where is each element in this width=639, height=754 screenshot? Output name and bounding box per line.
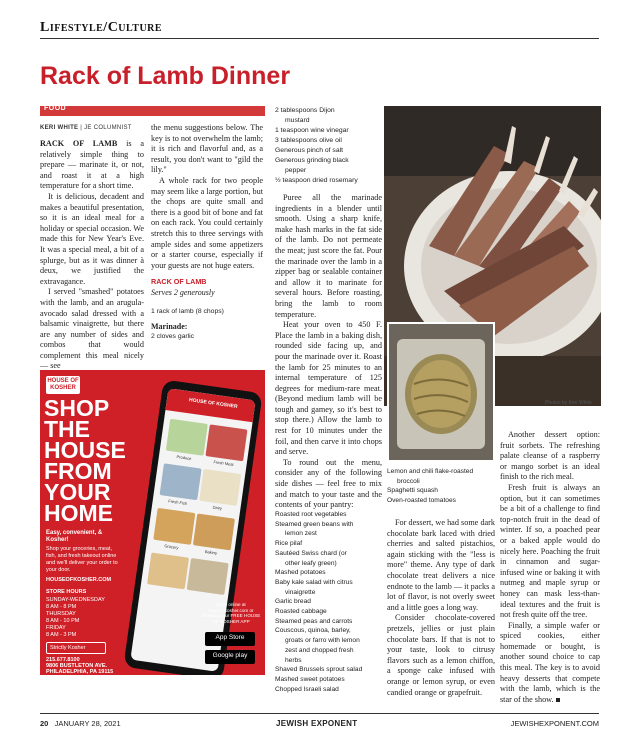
article-column-2	[151, 123, 263, 342]
ad-city: PHILADELPHIA, PA 19115	[46, 669, 114, 675]
app-tile-label: Dairy	[212, 504, 223, 511]
paragraph: A whole rack for two people may seem like a large portion, but the chops are quite small and there is a good bit of bone and fat on each rack. You could certainly stretch this to three servings with ample sides and some appetizers or a starter course, especially if your guests are not huge eaters.	[151, 175, 263, 270]
list-item: groats or farro with lemon	[285, 637, 360, 645]
ingredient-item: Generous pinch of salt	[275, 147, 344, 154]
phone-mockup	[123, 379, 262, 675]
app-tile[interactable]	[187, 558, 229, 595]
ad-headline-line: THE	[44, 416, 90, 442]
paragraph: I served "smashed" potatoes with the lamb, and an arugula-avocado salad dressed with a balsamic vinaigrette, but there are any number of sides and combos that would complement this meal nicely — see	[40, 287, 144, 371]
paragraph: Heat your oven to 450 F. Place the lamb in a baking dish, rounded side facing up, and pour the marinade over it. Roast the lamb for 25 minutes to an internal temperature of 125 degrees for medium-rare meat. (Beyond medium lamb will be tough and gamey, so it's best to stop there.) Allow the lamb to rest for 10 minutes under the foil, and then carve it into chops and serve.	[275, 320, 382, 457]
list-item: Couscous, quinoa, barley,	[275, 627, 351, 635]
ingredient-item: 1 rack of lamb (8 chops)	[151, 307, 224, 315]
ad-logo-text: HOUSE OF KOSHER	[47, 378, 79, 391]
list-item: Spaghetti squash	[387, 487, 438, 495]
ad-headline-line: HOME	[44, 500, 113, 526]
list-item: Rice pilaf	[275, 540, 303, 548]
list-item: zest and chopped fresh	[285, 646, 354, 654]
dessert-column	[387, 518, 495, 698]
section-divider	[40, 38, 599, 39]
app-tile-label: Produce	[176, 454, 192, 462]
app-store-button[interactable]: App Store	[205, 632, 255, 646]
app-tile[interactable]	[199, 469, 241, 511]
ad-shop-online: Shop online at houseofkosher.com or download our FREE HOUSE OF KOSHER APP	[201, 602, 261, 624]
list-item: Chopped Israeli salad	[275, 685, 339, 693]
list-item: Baby kale salad with citrus	[275, 578, 353, 586]
ingredient-item: 2 tablespoons Dijon	[275, 107, 335, 114]
phone-screen	[130, 388, 255, 672]
paragraph: For dessert, we had some dark chocolate bark laced with dried cherries and salted pistachios, again sticking with the "less is more" theme. Any type of dark chocolate treat delivers a nice endnote to the lamb — it packs a lot of flavor, is not overly sweet and a little goes a long way.	[387, 518, 496, 612]
ad-address-line: 9806 BUSTLETON AVE.	[46, 663, 108, 669]
paragraph	[500, 621, 600, 706]
ingredient-item: 3 tablespoons olive oil	[275, 137, 342, 144]
list-item: Shaved Brussels sprout salad	[275, 666, 363, 674]
ad-body: Shop your groceries, meat, fish, and fresh takeout online and we'll deliver your order to your door.	[46, 546, 118, 573]
house-of-kosher-ad[interactable]	[40, 370, 265, 675]
list-item: Garlic bread	[275, 598, 311, 606]
ad-hours-line: FRIDAY	[46, 625, 66, 631]
list-item: Mashed sweet potatoes	[275, 675, 345, 683]
ingredient-item: Generous grinding black	[275, 157, 349, 164]
app-tile-label: Fresh Fish	[168, 498, 188, 506]
list-item: Roasted cabbage	[275, 608, 327, 616]
footer-page-date	[40, 719, 121, 728]
ad-hours-line: THURSDAY	[46, 611, 76, 617]
food-tag: FOOD	[44, 105, 67, 112]
ad-headline-line: HOUSE	[44, 437, 126, 463]
lead-in: RACK OF LAMB	[40, 139, 118, 148]
ingredient-item: ½ teaspoon dried rosemary	[275, 177, 358, 184]
app-tile[interactable]	[160, 463, 202, 506]
paragraph-text: is a relatively simple thing to prepare — marinate it, or not, and roast it at a high temperature for a short time.	[40, 139, 144, 191]
ad-tagline: Easy, convenient, & Kosher!	[46, 530, 103, 543]
roasted-lamb-photo	[387, 322, 495, 462]
ad-headline-line: FROM	[44, 458, 112, 484]
list-item: Roasted root vegetables	[275, 511, 347, 518]
paragraph: Puree all the marinade ingredients in a blender until smooth. Using a sharp knife, make hash marks in the fat side of the lamb. Do not permeate the meat; just score the fat. Pour the marinade over the lamb in a zipper bag or sealable container and allow it to marinate for several hours. Before roasting, bring the lamb to room temperature.	[275, 193, 382, 319]
photo-credit: Photos by Keri White	[545, 400, 592, 406]
paragraph: the menu suggestions below. The key is to not overwhelm the lamb; it is rich and flavorful and, as a result, you don't want to "gild the lily."	[151, 123, 263, 175]
page-title: Rack of Lamb Dinner	[40, 62, 291, 90]
end-mark-icon	[556, 698, 560, 702]
ad-hours	[46, 597, 116, 639]
ad-hours-line: 8 AM - 8 PM	[46, 604, 77, 610]
app-tile[interactable]	[147, 552, 189, 589]
section-header: Lifestyle/Culture	[40, 20, 163, 35]
ad-hours-line: 8 AM - 3 PM	[46, 632, 77, 638]
paragraph	[40, 139, 144, 192]
ad-url[interactable]: HOUSEOFKOSHER.COM	[46, 577, 112, 583]
article-column-4	[500, 430, 600, 705]
strictly-kosher-badge: Strictly Kosher	[46, 642, 106, 654]
publication-name: JEWISH EXPONENT	[276, 719, 358, 728]
article-column-3	[275, 106, 382, 511]
ad-phone: 215.677.8100	[46, 657, 80, 663]
byline-author: KERI WHITE	[40, 125, 79, 131]
paragraph: It is delicious, decadent and makes a beautiful presentation, so it is an ideal meal for a holiday or special occasion. We made this for New Year's Eve. It was a special meal, a bit of a splurge, but as it was dinner à deux, we justified the extravagance.	[40, 191, 144, 286]
app-logo-text: HOUSE OF KOSHER	[188, 397, 238, 410]
list-item: other leafy green)	[285, 559, 337, 567]
list-item: Steamed peas and carrots	[275, 617, 353, 625]
side-dish-list-continued	[387, 467, 495, 506]
footer-divider	[40, 713, 599, 714]
google-play-button[interactable]: Google play	[205, 650, 255, 664]
ad-hours-line: 8 AM - 10 PM	[46, 618, 80, 624]
ad-headline	[44, 395, 126, 526]
page-number: 20	[40, 719, 49, 728]
byline	[40, 125, 132, 131]
issue-date: JANUARY 28, 2021	[54, 719, 121, 728]
list-item: broccoli	[397, 477, 420, 485]
website: JEWISHEXPONENT.COM	[510, 719, 599, 728]
app-header	[165, 388, 255, 422]
list-item: Oven-roasted tomatoes	[387, 497, 456, 505]
ingredient-item: 1 teaspoon wine vinegar	[275, 127, 349, 134]
ad-headline-line: SHOP	[44, 395, 110, 421]
ad-hours-line: SUNDAY-WEDNESDAY	[46, 597, 105, 603]
ad-hours-title: STORE HOURS	[46, 589, 87, 595]
article-column-1	[40, 139, 144, 372]
byline-role: | JE COLUMNIST	[78, 125, 132, 131]
paragraph: To round out the menu, consider any of the following side dishes — feel free to mix and match to your taste and the contents of your pantry:	[275, 457, 382, 510]
ad-headline-line: YOUR	[44, 479, 111, 505]
list-item: Sautéed Swiss chard (or	[275, 549, 347, 557]
recipe-title: RACK OF LAMB	[151, 277, 207, 287]
list-item: vinaigrette	[285, 588, 316, 596]
paragraph: Fresh fruit is always an option, but it can sometimes be a bit of a challenge to find top-notch fruit in the dead of winter. If so, a poached pear or a baked apple would do nicely here. Poaching the fruit in cinnamon and sugar-infused wine or baking it with nutmeg and maple syrup or honey can mask less-than-ideal textures and the fruit is not fresh quite off the tree.	[500, 482, 600, 620]
app-tile[interactable]	[205, 424, 247, 467]
ingredient-item: pepper	[285, 167, 307, 174]
ad-logo	[46, 376, 80, 394]
app-tile-label: Grocery	[164, 543, 179, 551]
paragraph-text: Finally, a simple wafer or spiced cookies, either homemade or bought, is another sound choice to cap this meal. The key is to avoid heavy desserts that compete with the lamb, which is the star of the show.	[500, 620, 600, 704]
ingredient-item: 2 cloves garlic	[151, 333, 195, 341]
app-tile[interactable]	[166, 419, 208, 462]
app-tile-label: Fresh Meat	[213, 459, 234, 467]
recipe-serves: Serves 2 generously	[151, 287, 215, 297]
list-item: lemon zest	[285, 530, 317, 538]
ingredient-item: mustard	[285, 117, 310, 124]
paragraph: Another dessert option: fruit sorbets. The refreshing palate cleanse of a raspberry or mango sorbet is an ideal finish to the rich meal.	[500, 430, 600, 482]
roasted-lamb-image	[389, 324, 493, 460]
food-tag-bar	[40, 106, 265, 116]
side-dish-list	[275, 510, 382, 694]
marinade-heading: Marinade:	[151, 321, 188, 331]
list-item: Lemon and chili flake-roasted	[387, 468, 474, 475]
list-item: herbs	[285, 656, 302, 664]
app-tile[interactable]	[193, 513, 235, 556]
paragraph: Consider chocolate-covered pretzels, jellies or just plain chocolate bars. If that is not to your taste, look to citrusy flavors such as a lemon chiffon, a sponge cake infused with orange or lemon syrup, or even candied orange or grapefruit.	[387, 613, 495, 697]
app-tile-label: Bakery	[204, 548, 218, 556]
list-item: Steamed green beans with	[275, 520, 354, 528]
app-tile[interactable]	[153, 508, 195, 551]
list-item: Mashed potatoes	[275, 569, 326, 577]
